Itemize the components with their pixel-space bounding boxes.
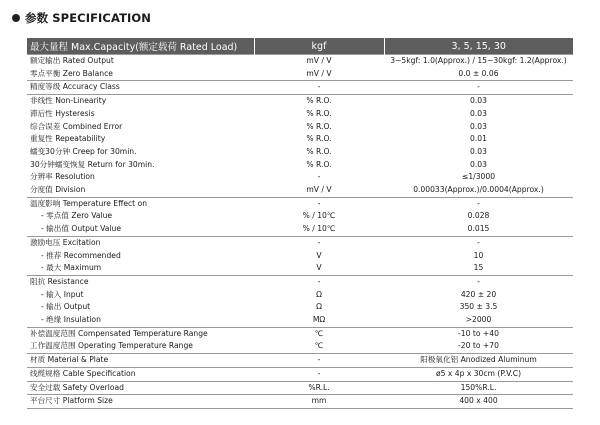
unit-cell: mV / V — [254, 55, 384, 68]
value-cell: - — [384, 236, 573, 249]
table-row — [27, 159, 573, 172]
param-cell: 补偿温度范围 Compensated Temperature Range — [27, 327, 254, 340]
value-cell: 400 x 400 — [384, 395, 573, 409]
value-cell: 0.03 — [470, 146, 487, 156]
param-cell: - 输出值 Output Value — [41, 224, 121, 234]
param-cell: 额定输出 Rated Output — [27, 55, 254, 68]
header-unit: kgf — [254, 38, 384, 55]
table-row — [27, 171, 573, 184]
value-cell: ø5 x 4p x 30cm (P.V.C) — [384, 367, 573, 381]
param-cell: 重复性 Repeatability — [30, 134, 106, 144]
table-row — [27, 197, 573, 210]
table-row — [27, 133, 573, 146]
table-row — [27, 327, 573, 340]
value-cell: >2000 — [465, 315, 492, 325]
value-cell: 阳极氧化铝 Anodized Aluminum — [384, 354, 573, 368]
unit-cell: - — [254, 354, 384, 368]
value-cell: 0.03 — [384, 95, 573, 108]
param-cell: 激励电压 Excitation — [27, 236, 254, 249]
table-row — [27, 250, 573, 263]
unit-cell: % R.O. — [306, 121, 332, 131]
param-cell: 综合误差 Combined Error — [30, 121, 123, 131]
table-row — [27, 223, 573, 236]
table-row — [27, 184, 573, 197]
param-cell: - 绝缘 Insulation — [41, 315, 101, 325]
value-cell: ≤1/3000 — [461, 172, 496, 182]
unit-cell: V — [316, 250, 322, 260]
param-cell: 阻抗 Resistance — [27, 275, 254, 288]
table-row — [27, 210, 573, 223]
unit-cell: MΩ — [312, 315, 326, 325]
unit-cell: - — [254, 367, 384, 381]
param-cell: 非线性 Non-Linearity — [27, 95, 254, 108]
table-row — [27, 340, 573, 353]
param-cell: 工作温度范围 Operating Temperature Range — [30, 341, 193, 351]
table-row — [27, 68, 573, 81]
table-row — [27, 301, 573, 314]
unit-cell: mV / V — [306, 68, 332, 78]
value-cell: 0.028 — [467, 211, 490, 221]
table-row — [27, 55, 573, 68]
value-cell: 0.03 — [470, 159, 487, 169]
unit-cell: mV / V — [306, 185, 332, 195]
table-header-row — [27, 38, 573, 55]
table-row — [27, 354, 573, 368]
value-cell: -20 to +70 — [458, 341, 499, 351]
param-cell: 分度值 Division — [30, 185, 86, 195]
unit-cell: - — [254, 236, 384, 249]
table-row — [27, 236, 573, 249]
unit-cell: - — [254, 81, 384, 95]
value-cell: 15 — [473, 263, 484, 273]
table-row — [27, 262, 573, 275]
unit-cell: % R.O. — [306, 134, 332, 144]
value-cell: - — [384, 81, 573, 95]
param-cell: 蠕变30分钟 Creep for 30min. — [30, 146, 137, 156]
table-row — [27, 108, 573, 121]
unit-cell: ℃ — [314, 341, 324, 351]
param-cell: 材质 Material & Plate — [27, 354, 254, 368]
bullet-icon — [12, 14, 20, 22]
unit-cell: mm — [254, 395, 384, 409]
unit-cell: - — [254, 197, 384, 210]
value-cell: 420 ± 20 — [460, 289, 497, 299]
unit-cell: % R.O. — [306, 108, 332, 118]
param-cell: 滞后性 Hysteresis — [30, 108, 95, 118]
unit-cell: % R.O. — [306, 146, 332, 156]
param-cell: - 最大 Maximum — [41, 263, 102, 273]
value-cell: - — [384, 275, 573, 288]
param-cell: 分辨率 Resolution — [30, 172, 95, 182]
table-row — [27, 146, 573, 159]
table-row — [27, 121, 573, 134]
unit-cell: Ω — [316, 302, 322, 312]
table-row — [27, 81, 573, 95]
unit-cell: % R.O. — [254, 95, 384, 108]
param-cell: - 零点值 Zero Value — [41, 211, 113, 221]
param-cell: 线缆规格 Cable Specification — [27, 367, 254, 381]
value-cell: 0.03 — [470, 108, 487, 118]
param-cell: 温度影响 Temperature Effect on — [27, 197, 254, 210]
table-row — [27, 395, 573, 409]
param-cell: - 输出 Output — [41, 302, 91, 312]
param-cell: 安全过载 Safety Overload — [27, 381, 254, 395]
value-cell: 0.01 — [470, 134, 487, 144]
unit-cell: Ω — [316, 289, 322, 299]
table-row — [27, 367, 573, 381]
unit-cell: - — [254, 275, 384, 288]
value-cell: 0.015 — [467, 224, 490, 234]
table-row — [27, 275, 573, 288]
unit-cell: % / 10℃ — [302, 224, 336, 234]
unit-cell: - — [317, 172, 321, 182]
specification-table — [27, 38, 573, 409]
table-row — [27, 95, 573, 108]
value-cell: 0.0 ± 0.06 — [458, 68, 499, 78]
value-cell: 10 — [473, 250, 484, 260]
param-cell: 精度等级 Accuracy Class — [27, 81, 254, 95]
value-cell: 0.03 — [470, 121, 487, 131]
unit-cell: %R.L. — [254, 381, 384, 395]
section-title — [12, 10, 151, 26]
section-title-text: 参数 SPECIFICATION — [25, 11, 151, 25]
unit-cell: % R.O. — [306, 159, 332, 169]
value-cell: 350 ± 3.5 — [459, 302, 498, 312]
value-cell: 0.00033(Approx.)/0.0004(Approx.) — [413, 185, 544, 195]
value-cell: 150%R.L. — [384, 381, 573, 395]
table-row — [27, 289, 573, 302]
param-cell: - 推荐 Recommended — [41, 250, 121, 260]
table-body — [27, 55, 573, 409]
value-cell: -10 to +40 — [384, 327, 573, 340]
unit-cell: V — [316, 263, 322, 273]
header-value: 3, 5, 15, 30 — [384, 38, 573, 55]
unit-cell: % / 10℃ — [302, 211, 336, 221]
header-param: 最大量程 Max.Capacity(额定载荷 Rated Load) — [27, 38, 254, 55]
unit-cell: ℃ — [254, 327, 384, 340]
value-cell: 3~5kgf: 1.0(Approx.) / 15~30kgf: 1.2(Approx.) — [384, 55, 573, 68]
param-cell: - 输入 Input — [41, 289, 84, 299]
param-cell: 零点平衡 Zero Balance — [30, 68, 113, 78]
param-cell: 30分钟蠕变恢复 Return for 30min. — [30, 159, 155, 169]
value-cell: - — [384, 197, 573, 210]
param-cell: 平台尺寸 Platform Size — [27, 395, 254, 409]
table-row — [27, 381, 573, 395]
table-row — [27, 314, 573, 327]
